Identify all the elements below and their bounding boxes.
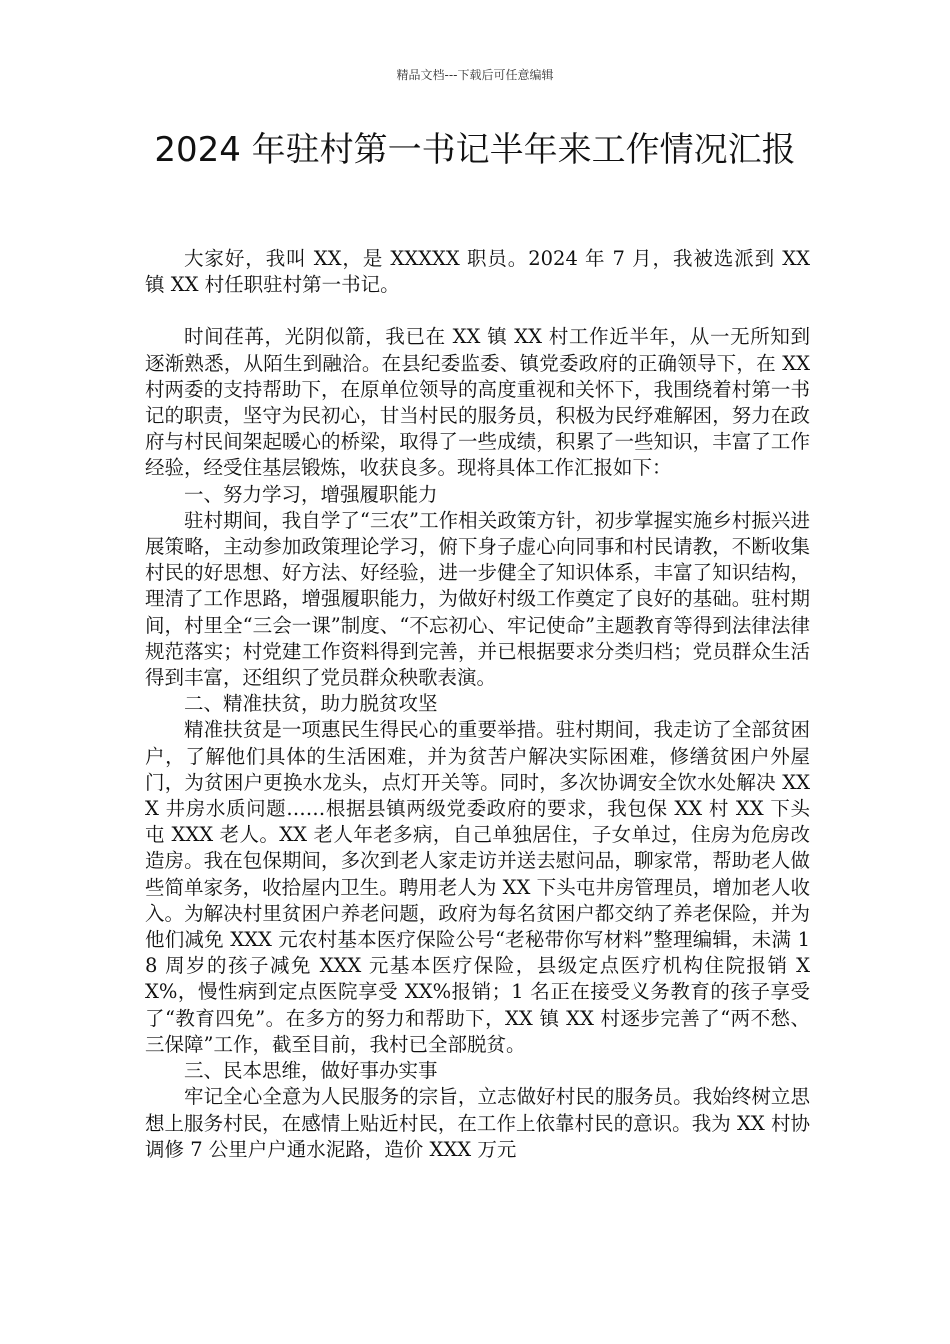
overview-paragraph: 时间荏苒，光阴似箭，我已在 XX 镇 XX 村工作近半年，从一无所知到逐渐熟悉，从陌生到融洽。在县纪委监委、镇党委政府的正确领导下，在 XX 村两委的支持帮助下，在原单位领导的高度重视和关怀下，我围绕着村第一书记的职责，坚守为民初心，甘当村民的服务员，积极为民纾难解困，努力在政府与村民间架起暖心的桥梁，取得了一些成绩，积累了一些知识，丰富了工作经验，经受住基层锻炼，收获良多。现将具体工作汇报如下： xyxy=(145,325,810,480)
section-2-paragraph: 精准扶贫是一项惠民生得民心的重要举措。驻村期间，我走访了全部贫困户，了解他们具体的生活困难，并为贫苦户解决实际困难，修缮贫困户外屋门，为贫困户更换水龙头，点灯开关等。同时，多次协调安全饮水处解决 XXX 井房水质问题……根据县镇两级党委政府的要求，我包保 XX 村 XX 下头屯 XXX 老人。XX 老人年老多病，自己单独居住，子女单过，住房为危房改造房。我在包保期间，多次到老人家走访并送去慰问品，聊家常，帮助老人做些简单家务，收拾屋内卫生。聘用老人为 XX 下头屯井房管理员，增加老人收入。为解决村里贫困户养老问题，政府为每名贫困户都交纳了养老保险，并为他们减免 XXX 元农村基本医疗保险公号“老秘带你写材料”整理编辑，未满 18 周岁的孩子减免 XXX 元基本医疗保险，县级定点医疗机构住院报销 XX%，慢性病到定点医院享受 XX%报销；1 名正在接受义务教育的孩子享受了“教育四免”。在多方的努力和帮助下，XX 镇 XX 村逐步完善了“两不愁、三保障”工作，截至目前，我村已全部脱贫。 xyxy=(145,718,810,1056)
header-note: 精品文档---下载后可任意编辑 xyxy=(396,68,554,82)
section-3-paragraph: 牢记全心全意为人民服务的宗旨，立志做好村民的服务员。我始终树立思想上服务村民，在感情上贴近村民，在工作上依靠村民的意识。我为 XX 村协调修 7 公里户户通水泥路，造价 XXX 万元 xyxy=(145,1085,810,1161)
section-heading-1: 一、努力学习，增强履职能力 xyxy=(184,482,438,506)
section-heading-3: 三、民本思维，做好事办实事 xyxy=(184,1059,438,1083)
intro-paragraph: 大家好，我叫 XX，是 XXXXX 职员。2024 年 7 月，我被选派到 XX 镇 XX 村任职驻村第一书记。 xyxy=(145,247,810,297)
section-heading-2: 二、精准扶贫，助力脱贫攻坚 xyxy=(184,692,438,716)
document-title: 2024 年驻村第一书记半年来工作情况汇报 xyxy=(154,130,796,170)
section-1-paragraph: 驻村期间，我自学了“三农”工作相关政策方针，初步掌握实施乡村振兴进展策略，主动参加政策理论学习，俯下身子虚心向同事和村民请教，不断收集村民的好思想、好方法、好经验，进一步健全了知识体系，丰富了知识结构，理清了工作思路，增强履职能力，为做好村级工作奠定了良好的基础。驻村期间，村里全“三会一课”制度、“不忘初心、牢记使命”主题教育等得到法律法律规范落实；村党建工作资料得到完善，并已根据要求分类归档；党员群众生活得到丰富，还组织了党员群众秧歌表演。 xyxy=(145,508,810,690)
document-body xyxy=(145,246,810,1163)
